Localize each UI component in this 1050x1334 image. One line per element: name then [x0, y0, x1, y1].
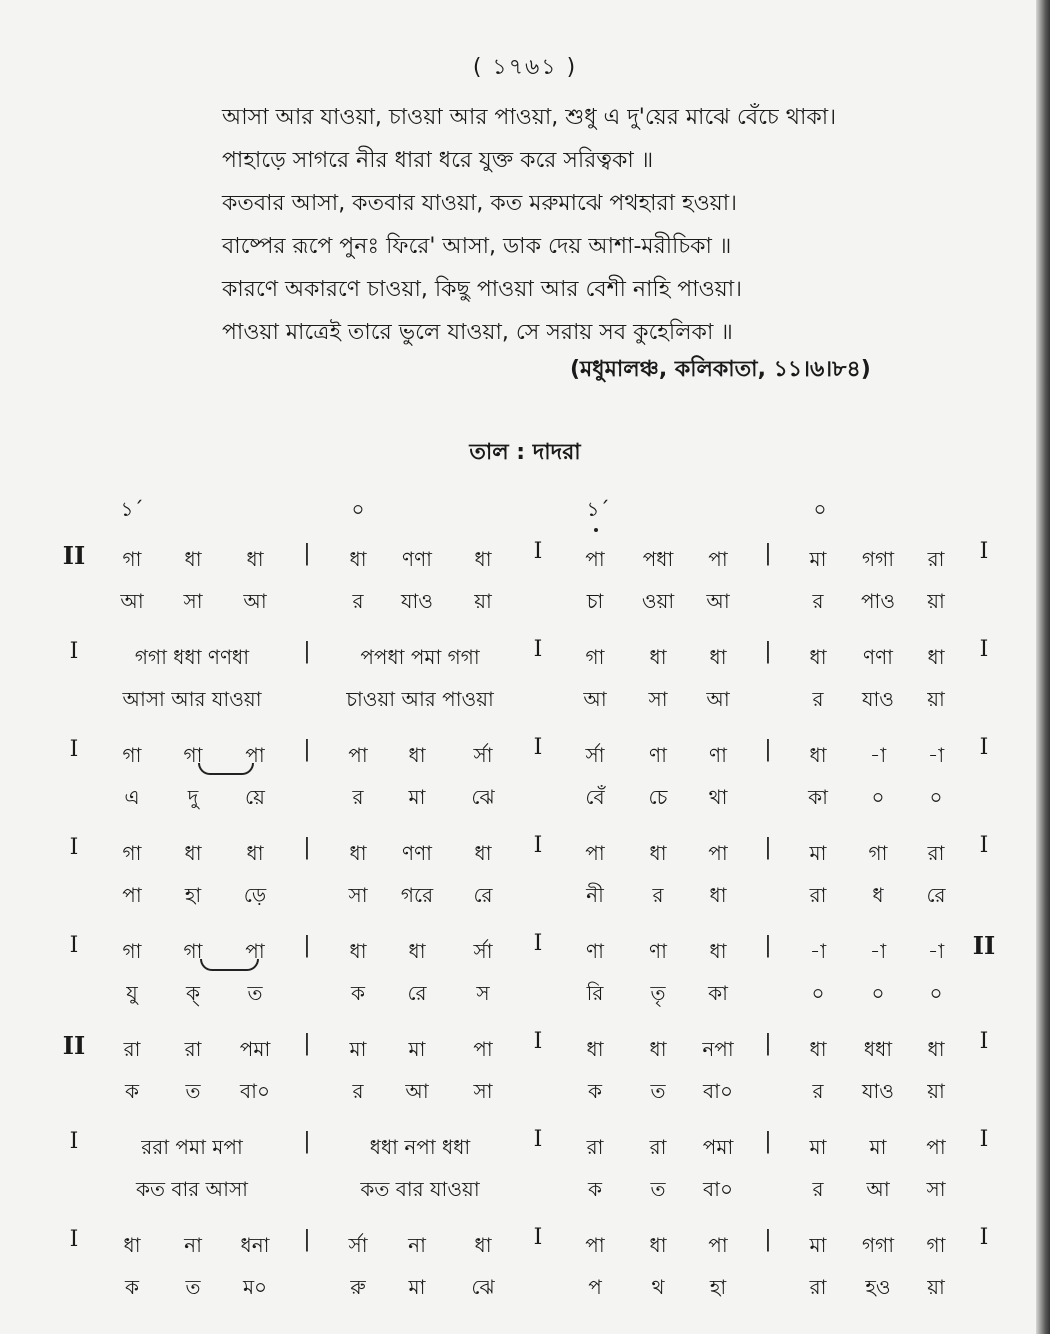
lyric-syllable: র — [812, 1177, 824, 1201]
bar-line: | — [303, 737, 311, 762]
bar-line: | — [764, 1031, 772, 1056]
swara-note: গা — [585, 645, 605, 669]
swara-note: -া — [869, 743, 887, 767]
lyric-syllable: য়া — [927, 589, 945, 613]
bar-line: | — [303, 1129, 311, 1154]
bar-line: | — [303, 1227, 311, 1252]
lyric-line: পাহাড়ে সাগরে নীর ধারা ধরে যুক্ত করে সরিত্বকা ॥ — [222, 148, 654, 173]
lyric-syllable: বা০ — [703, 1079, 733, 1103]
bar-line: | — [764, 933, 772, 958]
lyric-syllable: র — [812, 1079, 824, 1103]
swara-note: ধা — [123, 1233, 141, 1257]
swara-note: মা — [809, 547, 827, 571]
lyric-group: কত বার আসা — [136, 1177, 248, 1201]
swara-note: রা — [184, 1037, 202, 1061]
swara-note: না — [184, 1233, 202, 1257]
lyric-syllable: ধা — [709, 883, 727, 907]
bar-line-start: I — [69, 737, 79, 762]
lyric-syllable: পাও — [860, 589, 896, 613]
bar-line: | — [303, 1031, 311, 1056]
lyric-syllable: যাও — [400, 589, 434, 613]
bar-line: I — [533, 539, 543, 564]
swara-note: ধা — [184, 547, 202, 571]
swara-note: পা — [585, 841, 605, 865]
lyric-syllable: হা — [709, 1275, 727, 1299]
bar-line-start: I — [69, 835, 79, 860]
meend-arc — [198, 763, 254, 775]
swara-note: মা — [869, 1135, 887, 1159]
lyric-syllable: আ — [120, 589, 144, 613]
swara-note: ধা — [474, 841, 492, 865]
swara-note: মা — [809, 841, 827, 865]
lyric-syllable: য়া — [474, 589, 492, 613]
lyric-syllable: আ — [583, 687, 607, 711]
lyric-syllable: ত — [650, 1177, 666, 1201]
bar-line-start: I — [69, 1129, 79, 1154]
swara-note: ধা — [649, 841, 667, 865]
swara-note: ধা — [246, 547, 264, 571]
beat-mark: ১´ — [120, 497, 144, 521]
lyric-syllable: ত — [185, 1079, 201, 1103]
lyric-syllable: ঝে — [471, 1275, 495, 1299]
swara-note: ণণা — [863, 645, 893, 669]
lyric-syllable: রে — [473, 883, 493, 907]
lyric-syllable: ম০ — [242, 1275, 268, 1299]
swara-note: ণণা — [402, 547, 432, 571]
bar-line: I — [533, 1029, 543, 1054]
lyric-syllable: ক — [125, 1275, 139, 1299]
swara-note: মা — [349, 1037, 367, 1061]
bar-line-start: II — [62, 1031, 86, 1060]
lyric-syllable: আ — [243, 589, 267, 613]
lyric-syllable: র — [352, 785, 364, 809]
swara-note: ধা — [809, 743, 827, 767]
swara-note: ধা — [408, 939, 426, 963]
lyric-syllable: মা — [408, 1275, 426, 1299]
page-number: ( ১৭৬১ ) — [472, 55, 578, 80]
lyric-syllable: আ — [866, 1177, 890, 1201]
lyric-syllable: ০ — [929, 981, 943, 1005]
bar-line: | — [303, 639, 311, 664]
swara-group: গগা ধধা ণণধা — [134, 645, 250, 669]
swara-note: গা — [122, 939, 142, 963]
bar-line-end: II — [972, 931, 996, 960]
lyric-syllable: আ — [706, 687, 730, 711]
bar-line: | — [764, 1129, 772, 1154]
lyric-syllable: রু — [350, 1275, 366, 1299]
bar-line-start: I — [69, 639, 79, 664]
lyric-syllable: রা — [809, 1275, 827, 1299]
lyric-syllable: সা — [183, 589, 203, 613]
lyric-group: চাওয়া আর পাওয়া — [346, 687, 494, 711]
swara-note: রা — [927, 547, 945, 571]
swara-note: পা — [708, 547, 728, 571]
swara-note: ণা — [649, 743, 667, 767]
swara-note: ধা — [474, 1233, 492, 1257]
lyric-syllable: রা — [809, 883, 827, 907]
swara-note: -া — [927, 743, 945, 767]
lyric-syllable: বেঁ — [585, 785, 605, 809]
swara-note: ধা — [927, 1037, 945, 1061]
lyric-syllable: কা — [808, 785, 828, 809]
swara-note: ধা — [349, 939, 367, 963]
bar-line: I — [533, 637, 543, 662]
bar-line: | — [764, 737, 772, 762]
lyric-syllable: মা — [408, 785, 426, 809]
bar-line: I — [533, 735, 543, 760]
bar-line-end: I — [979, 1225, 989, 1250]
lyric-syllable: ক — [125, 1079, 139, 1103]
swara-note: মা — [809, 1135, 827, 1159]
lyric-syllable: নী — [586, 883, 604, 907]
swara-note: র্সা — [473, 939, 493, 963]
bar-line-end: I — [979, 833, 989, 858]
swara-note: পমা — [702, 1135, 734, 1159]
swara-note: ধা — [246, 841, 264, 865]
swara-note: পা — [585, 1233, 605, 1257]
swara-group: পপধা পমা গগা — [360, 645, 480, 669]
lyric-syllable: ক — [588, 1079, 602, 1103]
bar-line: | — [764, 541, 772, 566]
lyric-syllable: র — [812, 589, 824, 613]
lyric-group: আসা আর যাওয়া — [122, 687, 262, 711]
swara-note: র্সা — [348, 1233, 368, 1257]
lyric-syllable: চা — [586, 589, 604, 613]
swara-note: গা — [183, 939, 203, 963]
swara-note: ধা — [709, 645, 727, 669]
swara-note: র্সা — [585, 743, 605, 767]
swara-note: ধা — [184, 841, 202, 865]
bar-line: | — [764, 1227, 772, 1252]
lyrics-block — [222, 96, 922, 354]
lyric-syllable: তৃ — [650, 981, 666, 1005]
swara-note: ধা — [349, 841, 367, 865]
swara-note: ণা — [709, 743, 727, 767]
swara-note: পা — [708, 1233, 728, 1257]
bar-line-end: I — [979, 1127, 989, 1152]
swara-note: -া — [869, 939, 887, 963]
lyric-syllable: য়ে — [245, 785, 265, 809]
lyric-group: কত বার যাওয়া — [360, 1177, 480, 1201]
lyric-syllable: যু — [126, 981, 138, 1005]
swara-note: মা — [408, 1037, 426, 1061]
swara-note: ণণা — [402, 841, 432, 865]
lyric-syllable: হা — [184, 883, 202, 907]
lyric-syllable: হও — [865, 1275, 891, 1299]
lyric-syllable: ত — [247, 981, 263, 1005]
lyric-syllable: সা — [348, 883, 368, 907]
bar-line: | — [764, 639, 772, 664]
swara-note: পমা — [239, 1037, 271, 1061]
lyric-syllable: স — [476, 981, 490, 1005]
swara-note: ধা — [649, 645, 667, 669]
bar-line: | — [303, 835, 311, 860]
source-citation: (মধুমালঞ্চ, কলিকাতা, ১১।৬।৮৪) — [570, 357, 871, 382]
swara-note: ণা — [649, 939, 667, 963]
swara-note: গগা — [861, 1233, 895, 1257]
lyric-line: পাওয়া মাত্রেই তারে ভুলে যাওয়া, সে সরায় সব কুহেলিকা ॥ — [222, 320, 733, 345]
lyric-syllable: য়া — [927, 1275, 945, 1299]
swara-note: রা — [123, 1037, 141, 1061]
swara-note: পা — [708, 841, 728, 865]
lyric-syllable: ধ — [872, 883, 884, 907]
swara-note: গগা — [861, 547, 895, 571]
swara-note: রা — [927, 841, 945, 865]
swara-note: গা — [868, 841, 888, 865]
bar-line-end: I — [979, 637, 989, 662]
lyric-syllable: রে — [926, 883, 946, 907]
lyric-syllable: র — [352, 1079, 364, 1103]
swara-note: ধা — [809, 1037, 827, 1061]
lyric-syllable: যাও — [861, 1079, 895, 1103]
beat-mark: ১´ — [586, 497, 610, 521]
bar-line: I — [533, 1127, 543, 1152]
swara-note: ধা — [927, 645, 945, 669]
bar-line: | — [764, 835, 772, 860]
lyric-syllable: বা০ — [240, 1079, 270, 1103]
lyric-syllable: এ — [124, 785, 140, 809]
lyric-syllable: ত — [650, 1079, 666, 1103]
swara-note: নপা — [702, 1037, 734, 1061]
lyric-line: কারণে অকারণে চাওয়া, কিছু পাওয়া আর বেশী নাহি পাওয়া। — [222, 277, 742, 302]
swara-note: পা — [348, 743, 368, 767]
lyric-syllable: পা — [122, 883, 142, 907]
lyric-syllable: দু — [187, 785, 199, 809]
bar-line-start: I — [69, 1227, 79, 1252]
lyric-syllable: রি — [586, 981, 604, 1005]
swara-note: মা — [809, 1233, 827, 1257]
meend-arc — [200, 959, 259, 971]
swara-note: ধধা — [863, 1037, 893, 1061]
swara-note: পা — [585, 547, 605, 571]
swara-note: ধা — [586, 1037, 604, 1061]
swara-note: ধা — [349, 547, 367, 571]
lyric-syllable: ড়ে — [243, 883, 267, 907]
lyric-syllable: গরে — [400, 883, 434, 907]
beat-dot — [594, 528, 598, 532]
lyric-syllable: ক — [351, 981, 365, 1005]
swara-note: ধা — [809, 645, 827, 669]
swara-note: ধা — [709, 939, 727, 963]
swara-note: পা — [245, 743, 265, 767]
lyric-syllable: র — [652, 883, 664, 907]
lyric-syllable: ক্ — [186, 981, 200, 1005]
swara-note: গা — [122, 547, 142, 571]
swara-note: গা — [183, 743, 203, 767]
lyric-syllable: চে — [648, 785, 668, 809]
bar-line-end: I — [979, 1029, 989, 1054]
page-edge-shadow — [1036, 0, 1050, 1334]
swara-note: ধা — [649, 1233, 667, 1257]
swara-note: -া — [927, 939, 945, 963]
lyric-line: কতবার আসা, কতবার যাওয়া, কত মরুমাঝে পথহারা হওয়া। — [222, 191, 737, 216]
swara-note: না — [408, 1233, 426, 1257]
swara-note: র্সা — [473, 743, 493, 767]
bar-line-end: I — [979, 539, 989, 564]
beat-mark: ০ — [813, 497, 827, 521]
lyric-syllable: ঝে — [471, 785, 495, 809]
swara-note: -া — [809, 939, 827, 963]
lyric-syllable: থ — [651, 1275, 665, 1299]
lyric-syllable: থা — [708, 785, 728, 809]
lyric-syllable: ওয়া — [641, 589, 675, 613]
lyric-syllable: সা — [926, 1177, 946, 1201]
bar-line-start: II — [62, 541, 86, 570]
swara-note: গা — [122, 743, 142, 767]
bar-line: | — [303, 933, 311, 958]
swara-note: ধা — [408, 743, 426, 767]
bar-line: I — [533, 833, 543, 858]
lyric-syllable: ত — [185, 1275, 201, 1299]
lyric-syllable: র — [352, 589, 364, 613]
lyric-syllable: ০ — [929, 785, 943, 809]
swara-note: পা — [473, 1037, 493, 1061]
swara-note: রা — [586, 1135, 604, 1159]
swara-note: পা — [245, 939, 265, 963]
lyric-syllable: ০ — [811, 981, 825, 1005]
lyric-syllable: আ — [405, 1079, 429, 1103]
swara-note: পা — [926, 1135, 946, 1159]
bar-line: I — [533, 1225, 543, 1250]
lyric-line: বাষ্পের রূপে পুনঃ ফিরে' আসা, ডাক দেয় আশা-মরীচিকা ॥ — [222, 234, 732, 259]
bar-line: | — [303, 541, 311, 566]
swara-note: ধা — [649, 1037, 667, 1061]
beat-mark: ০ — [351, 497, 365, 521]
lyric-syllable: যাও — [861, 687, 895, 711]
lyric-syllable: য়া — [927, 1079, 945, 1103]
lyric-syllable: ক — [588, 1177, 602, 1201]
bar-line: I — [533, 931, 543, 956]
swara-note: গা — [122, 841, 142, 865]
lyric-syllable: রে — [407, 981, 427, 1005]
bar-line-start: I — [69, 933, 79, 958]
taal-heading: তাল : দাদরা — [469, 440, 581, 465]
lyric-syllable: সা — [473, 1079, 493, 1103]
lyric-syllable: কা — [708, 981, 728, 1005]
swara-note: ণা — [586, 939, 604, 963]
lyric-syllable: বা০ — [703, 1177, 733, 1201]
swara-note: রা — [649, 1135, 667, 1159]
lyric-syllable: ০ — [871, 981, 885, 1005]
lyric-syllable: সা — [648, 687, 668, 711]
swara-note: পধা — [642, 547, 674, 571]
swara-note: ধনা — [240, 1233, 270, 1257]
lyric-syllable: র — [812, 687, 824, 711]
lyric-syllable: আ — [706, 589, 730, 613]
lyric-syllable: য়া — [927, 687, 945, 711]
lyric-syllable: ০ — [871, 785, 885, 809]
lyric-syllable: প — [588, 1275, 602, 1299]
bar-line-end: I — [979, 735, 989, 760]
swara-group: ধধা নপা ধধা — [369, 1135, 471, 1159]
swara-note: গা — [926, 1233, 946, 1257]
swara-group: ররা পমা মপা — [141, 1135, 243, 1159]
swara-note: ধা — [474, 547, 492, 571]
lyric-line: আসা আর যাওয়া, চাওয়া আর পাওয়া, শুধু এ দু'য়ের মাঝে বেঁচে থাকা। — [222, 105, 837, 130]
